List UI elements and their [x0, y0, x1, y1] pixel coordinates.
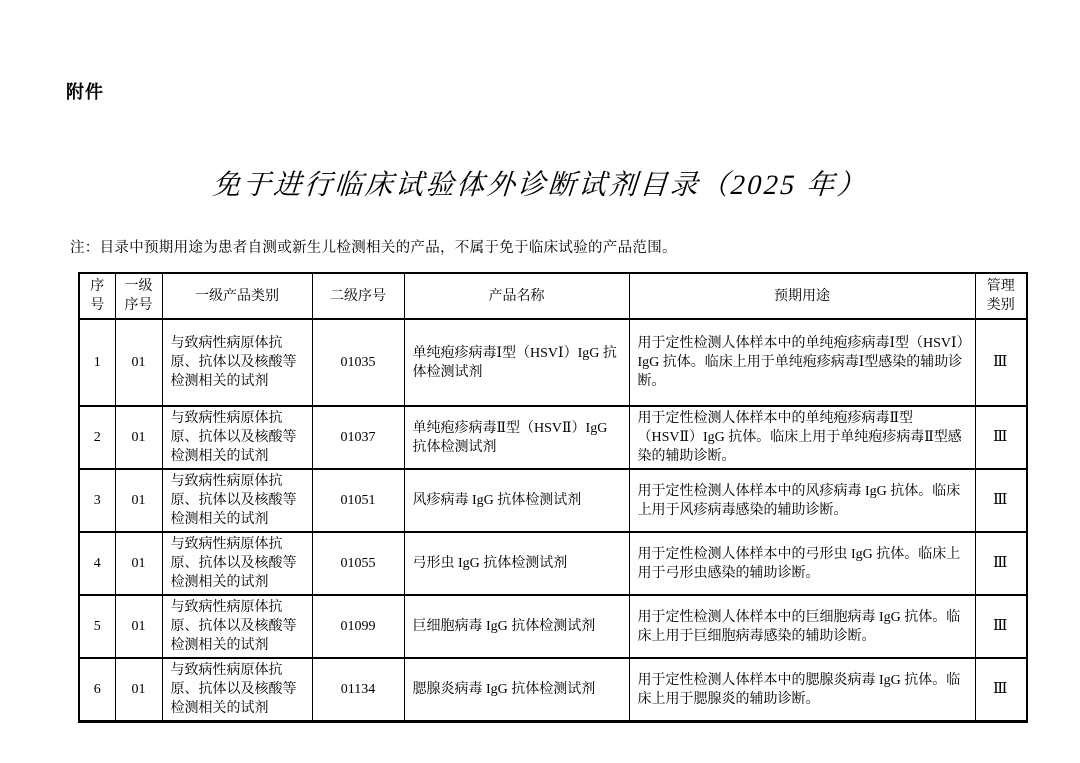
cell-category: 与致病性病原体抗原、抗体以及核酸等检测相关的试剂 — [162, 406, 312, 469]
cell-level2_no: 01035 — [312, 319, 404, 406]
column-header-label: 一级产品类别 — [195, 288, 279, 304]
cell-intended_use: 用于定性检测人体样本中的腮腺炎病毒 IgG 抗体。临床上用于腮腺炎的辅助诊断。 — [629, 658, 975, 722]
cell-category: 与致病性病原体抗原、抗体以及核酸等检测相关的试剂 — [162, 469, 312, 532]
cell-product: 腮腺炎病毒 IgG 抗体检测试剂 — [404, 658, 629, 722]
table-row — [79, 319, 1027, 406]
cell-class: Ⅲ — [975, 319, 1027, 406]
cell-product: 弓形虫 IgG 抗体检测试剂 — [404, 532, 629, 595]
cell-intended_use: 用于定性检测人体样本中的巨细胞病毒 IgG 抗体。临床上用于巨细胞病毒感染的辅助诊断。 — [629, 595, 975, 658]
column-header-label: 预期用途 — [774, 288, 830, 304]
cell-intended_use: 用于定性检测人体样本中的风疹病毒 IgG 抗体。临床上用于风疹病毒感染的辅助诊断。 — [629, 469, 975, 532]
column-header-label: 一级序号 — [124, 279, 153, 313]
cell-class: Ⅲ — [975, 595, 1027, 658]
cell-intended_use: 用于定性检测人体样本中的单纯疱疹病毒Ⅰ型（HSVⅠ）IgG 抗体。临床上用于单纯疱疹病毒Ⅰ型感染的辅助诊断。 — [629, 319, 975, 406]
table-row — [79, 658, 1027, 722]
cell-category: 与致病性病原体抗原、抗体以及核酸等检测相关的试剂 — [162, 532, 312, 595]
cell-level2_no: 01099 — [312, 595, 404, 658]
cell-level1_no: 01 — [115, 469, 162, 532]
cell-intended_use: 用于定性检测人体样本中的单纯疱疹病毒Ⅱ型（HSVⅡ）IgG 抗体。临床上用于单纯疱疹病毒Ⅱ型感染的辅助诊断。 — [629, 406, 975, 469]
column-header-label: 序号 — [90, 279, 105, 313]
table-row — [79, 469, 1027, 532]
cell-level1_no: 01 — [115, 658, 162, 722]
catalog-table — [78, 272, 1028, 723]
cell-category: 与致病性病原体抗原、抗体以及核酸等检测相关的试剂 — [162, 595, 312, 658]
column-header-label: 二级序号 — [330, 288, 386, 304]
cell-intended_use: 用于定性检测人体样本中的弓形虫 IgG 抗体。临床上用于弓形虫感染的辅助诊断。 — [629, 532, 975, 595]
note-text: 注：目录中预期用途为患者自测或新生儿检测相关的产品，不属于免于临床试验的产品范围。 — [70, 240, 677, 256]
cell-seq: 2 — [79, 406, 115, 469]
cell-product: 单纯疱疹病毒Ⅱ型（HSVⅡ）IgG 抗体检测试剂 — [404, 406, 629, 469]
cell-seq: 4 — [79, 532, 115, 595]
cell-class: Ⅲ — [975, 658, 1027, 722]
cell-seq: 5 — [79, 595, 115, 658]
cell-level1_no: 01 — [115, 595, 162, 658]
cell-level2_no: 01051 — [312, 469, 404, 532]
cell-level1_no: 01 — [115, 319, 162, 406]
table-row — [79, 595, 1027, 658]
column-header-category — [162, 273, 312, 319]
cell-seq: 1 — [79, 319, 115, 406]
cell-seq: 6 — [79, 658, 115, 722]
cell-product: 单纯疱疹病毒Ⅰ型（HSVⅠ）IgG 抗体检测试剂 — [404, 319, 629, 406]
column-header-product — [404, 273, 629, 319]
cell-category: 与致病性病原体抗原、抗体以及核酸等检测相关的试剂 — [162, 319, 312, 406]
column-header-class — [975, 273, 1027, 319]
cell-level2_no: 01037 — [312, 406, 404, 469]
table-row — [79, 406, 1027, 469]
cell-product: 巨细胞病毒 IgG 抗体检测试剂 — [404, 595, 629, 658]
column-header-intended_use — [629, 273, 975, 319]
cell-level1_no: 01 — [115, 406, 162, 469]
column-header-seq — [79, 273, 115, 319]
column-header-label: 产品名称 — [488, 288, 545, 304]
column-header-level1_no — [115, 273, 162, 319]
cell-level2_no: 01055 — [312, 532, 404, 595]
cell-class: Ⅲ — [975, 469, 1027, 532]
document-title: 免于进行临床试验体外诊断试剂目录（2025 年） — [211, 170, 869, 201]
cell-category: 与致病性病原体抗原、抗体以及核酸等检测相关的试剂 — [162, 658, 312, 722]
cell-level1_no: 01 — [115, 532, 162, 595]
cell-seq: 3 — [79, 469, 115, 532]
table-header-row — [79, 273, 1027, 319]
table-row — [79, 532, 1027, 595]
cell-level2_no: 01134 — [312, 658, 404, 722]
column-header-level2_no — [312, 273, 404, 319]
column-header-label: 管理类别 — [986, 279, 1015, 313]
cell-product: 风疹病毒 IgG 抗体检测试剂 — [404, 469, 629, 532]
attachment-label: 附件 — [66, 82, 104, 102]
cell-class: Ⅲ — [975, 406, 1027, 469]
cell-class: Ⅲ — [975, 532, 1027, 595]
